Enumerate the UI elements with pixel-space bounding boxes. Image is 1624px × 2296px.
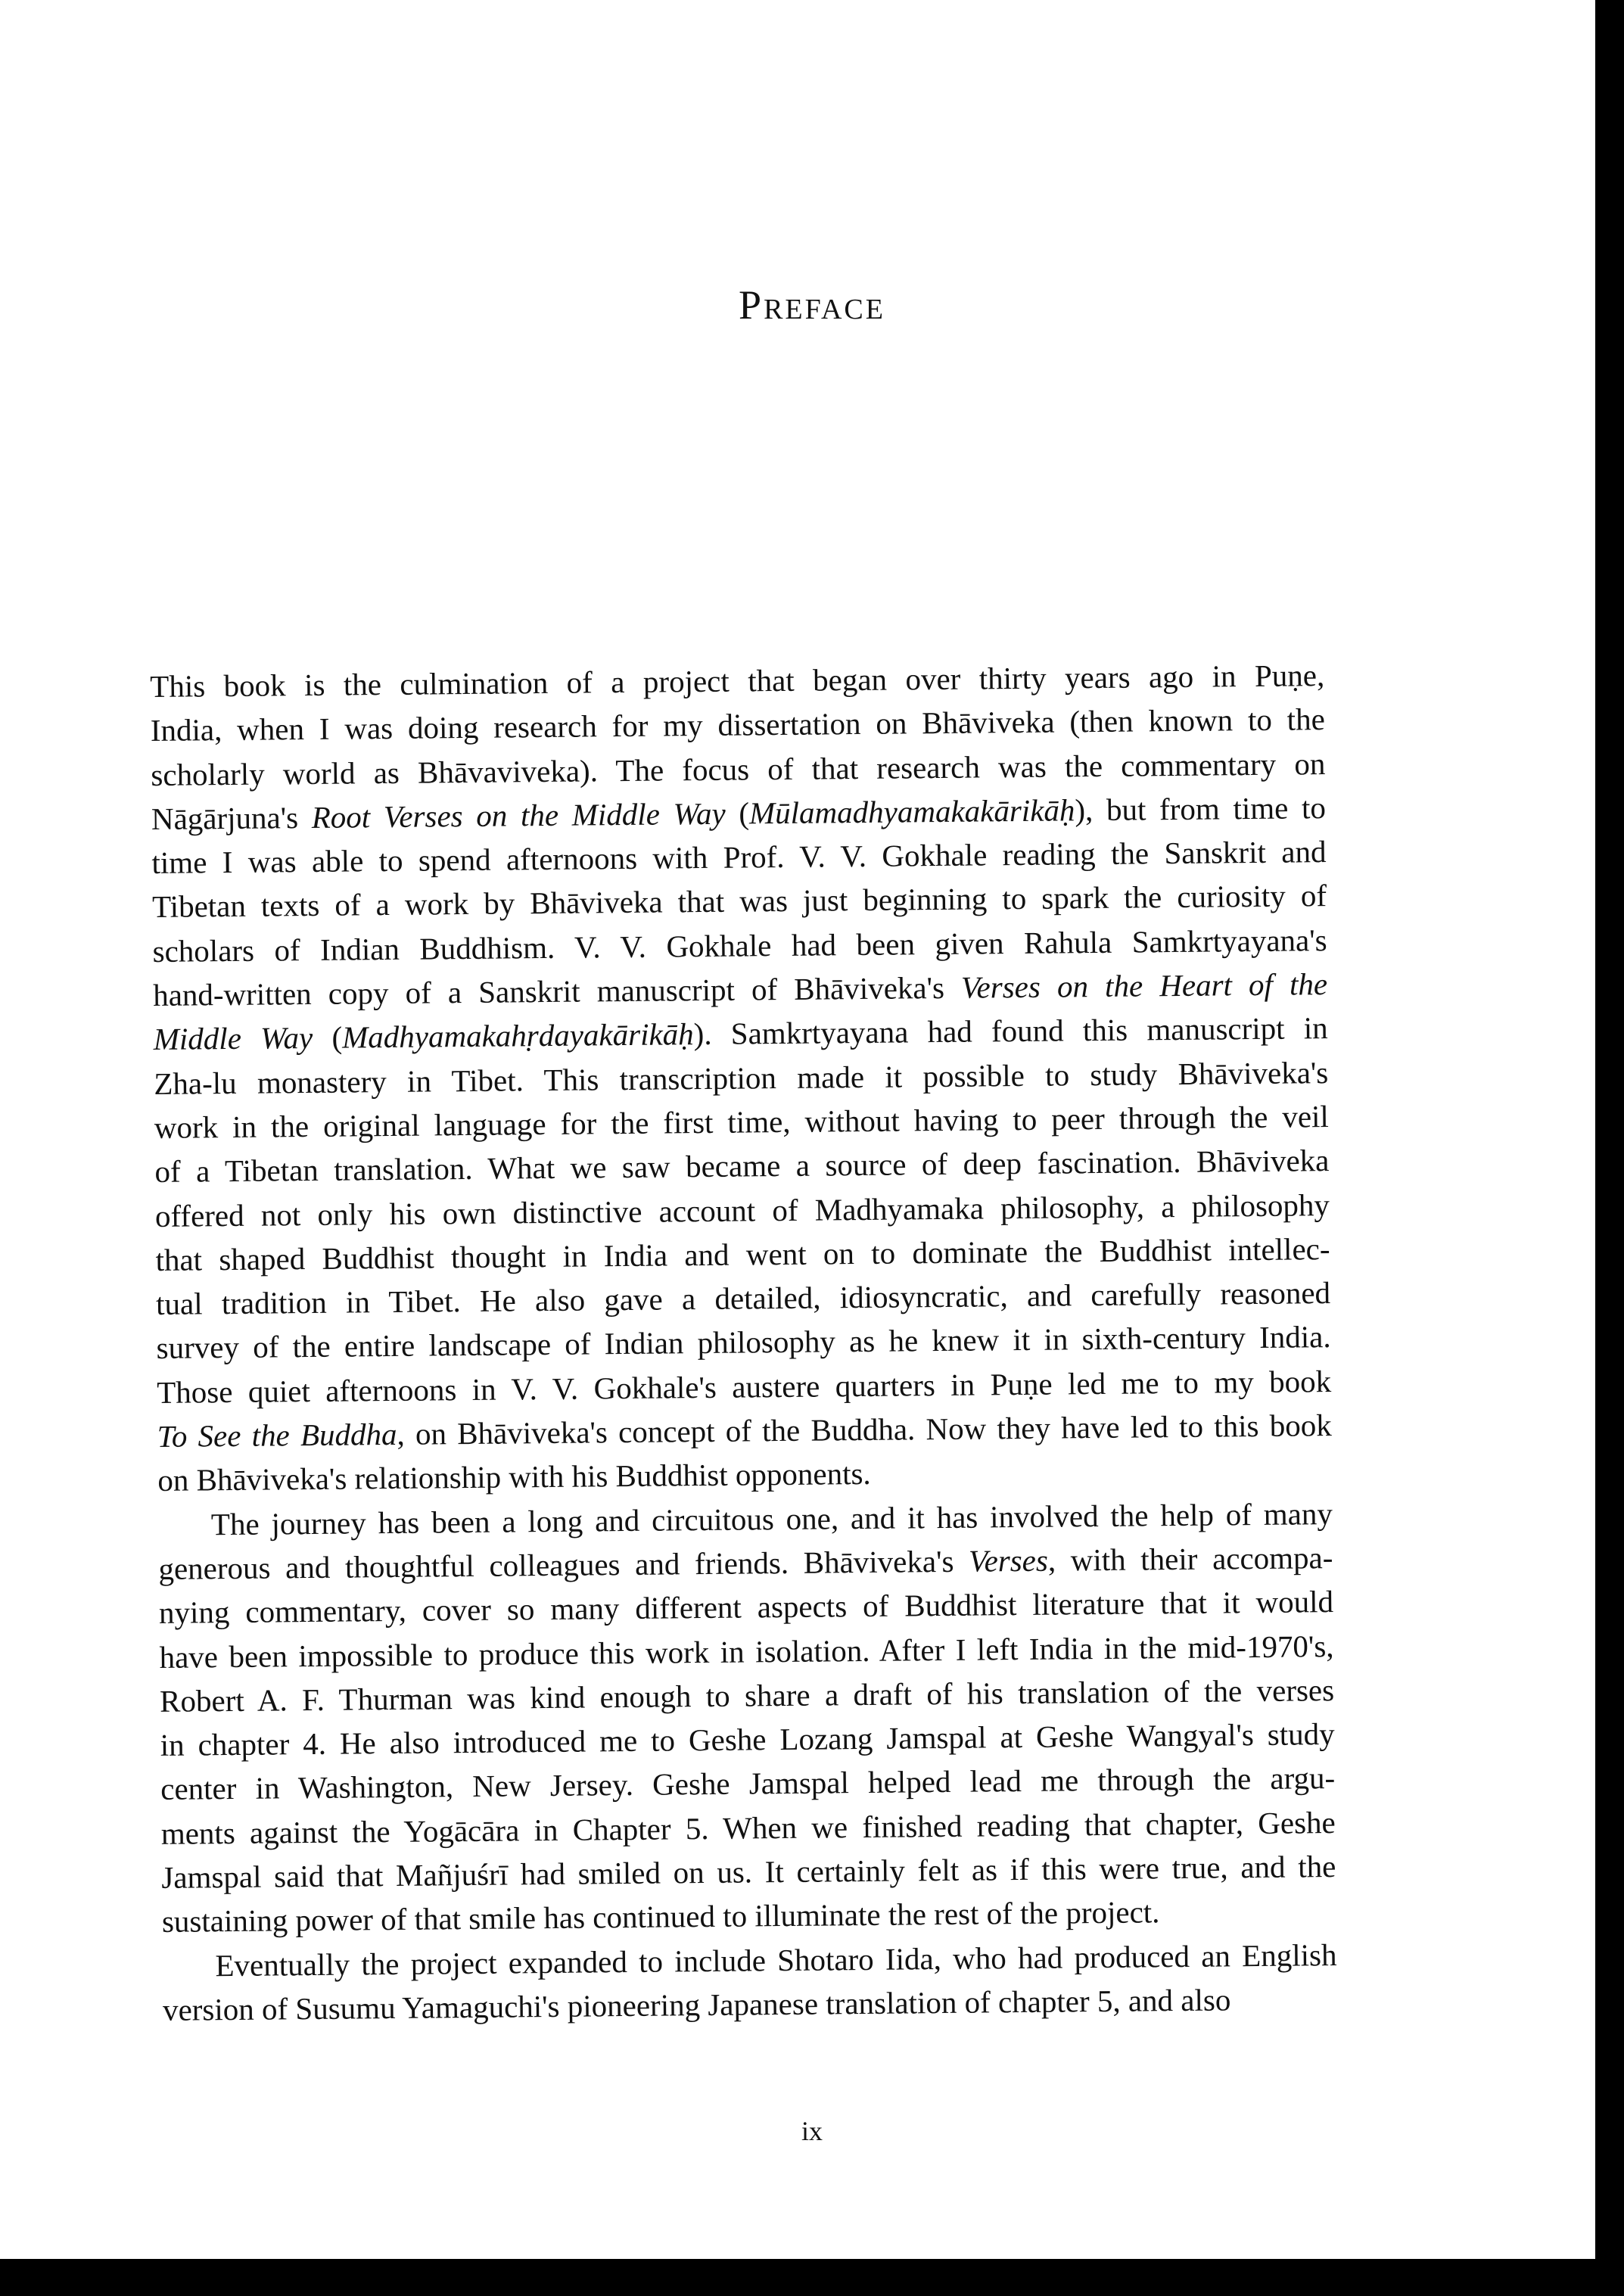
text-line: on Bhāviveka's relationship with his Buddhist opponents. — [157, 1456, 871, 1498]
text-line: that shaped Buddhist thought in India and went on to dominate the Buddhist intellec- — [155, 1230, 1330, 1277]
text-line: of a Tibetan translation. What we saw became a source of deep fascination. Bhāviveka — [154, 1143, 1330, 1190]
text-line: nying commentary, cover so many different aspects of Buddhist literature that it would — [158, 1584, 1334, 1631]
text-line: offered not only his own distinctive account of Madhyamaka philosophy, a philosophy — [154, 1187, 1330, 1234]
text-line: have been impossible to produce this work in isolation. After I left India in the mid-1970's, — [159, 1628, 1334, 1675]
text-line: Tibetan texts of a work by Bhāviveka that was just beginning to spark the curiosity of — [151, 878, 1327, 925]
text-line: Middle Way (Madhyamakahṛdayakārikāḥ). Samkrtyayana had found this manuscript in — [153, 1010, 1328, 1057]
body-text — [150, 653, 1337, 2032]
italic-title: Mūlamadhyamakakārikāḥ — [748, 792, 1075, 831]
page-title: Preface — [739, 282, 885, 328]
text-line: Zha-lu monastery in Tibet. This transcription made it possible to study Bhāviveka's — [154, 1054, 1329, 1101]
paragraph — [162, 1933, 1337, 2032]
text-line: scholars of Indian Buddhism. V. V. Gokhale had been given Rahula Samkrtyayana's — [152, 922, 1327, 969]
paragraph — [158, 1492, 1337, 1944]
italic-title: Verses on the Heart of the — [960, 966, 1328, 1005]
text-line: Nāgārjuna's Root Verses on the Middle Way (Mūlamadhyamakakārikāḥ), but from time to — [151, 789, 1327, 836]
page-number: ix — [801, 2116, 823, 2146]
italic-title: Root Verses on the Middle Way — [311, 795, 726, 835]
scan-edge-mark — [1526, 2246, 1595, 2248]
italic-title: Madhyamakahṛdayakārikāḥ — [341, 1016, 694, 1055]
text-line: ments against the Yogācāra in Chapter 5. When we finished reading that chapter, Geshe — [160, 1804, 1336, 1851]
italic-title: Verses — [968, 1542, 1049, 1579]
text-line: To See the Buddha, on Bhāviveka's concept of the Buddha. Now they have led to this book — [157, 1408, 1332, 1454]
text-line: This book is the culmination of a project that began over thirty years ago in Puṇe, — [150, 658, 1325, 704]
text-line: generous and thoughtful colleagues and friends. Bhāviveka's Verses, with their accompa- — [158, 1539, 1333, 1586]
text-line: survey of the entire landscape of Indian philosophy as he knew it in sixth-century India. — [156, 1319, 1331, 1366]
text-line: work in the original language for the first time, without having to peer through the veil — [154, 1099, 1330, 1145]
text-line: time I was able to spend afternoons with Prof. V. V. Gokhale reading the Sanskrit and — [151, 834, 1327, 881]
text-line: Jamspal said that Mañjuśrī had smiled on us. It certainly felt as if this were true, and the — [161, 1849, 1336, 1895]
italic-title: Middle Way — [153, 1020, 313, 1057]
text-line: in chapter 4. He also introduced me to Geshe Lozang Jamspal at Geshe Wangyal's study — [160, 1716, 1335, 1763]
text-line: center in Washington, New Jersey. Geshe Jamspal helped lead me through the argu- — [160, 1760, 1336, 1807]
paragraph — [150, 653, 1333, 1502]
text-line: The journey has been a long and circuitous one, and it has involved the help of many — [210, 1495, 1333, 1542]
text-line: sustaining power of that smile has continued to illuminate the rest of the project. — [161, 1894, 1160, 1940]
text-line: hand-written copy of a Sanskrit manuscript of Bhāviveka's Verses on the Heart of the — [152, 966, 1328, 1013]
text-line: India, when I was doing research for my dissertation on Bhāviveka (then known to the — [150, 702, 1325, 748]
text-line: scholarly world as Bhāvaviveka). The focus of that research was the commentary on — [151, 745, 1326, 792]
italic-title: To See the Buddha — [157, 1416, 397, 1454]
text-line: Those quiet afternoons in V. V. Gokhale's austere quarters in Puṇe led me to my book — [157, 1363, 1332, 1410]
text-line: Robert A. F. Thurman was kind enough to share a draft of his translation of the verses — [159, 1672, 1335, 1719]
text-line: Eventually the project expanded to include Shotaro Iida, who had produced an English — [215, 1937, 1337, 1983]
text-line: version of Susumu Yamaguchi's pioneering Japanese translation of chapter 5, and also — [162, 1982, 1231, 2027]
text-line: tual tradition in Tibet. He also gave a detailed, idiosyncratic, and carefully reasoned — [155, 1275, 1331, 1322]
